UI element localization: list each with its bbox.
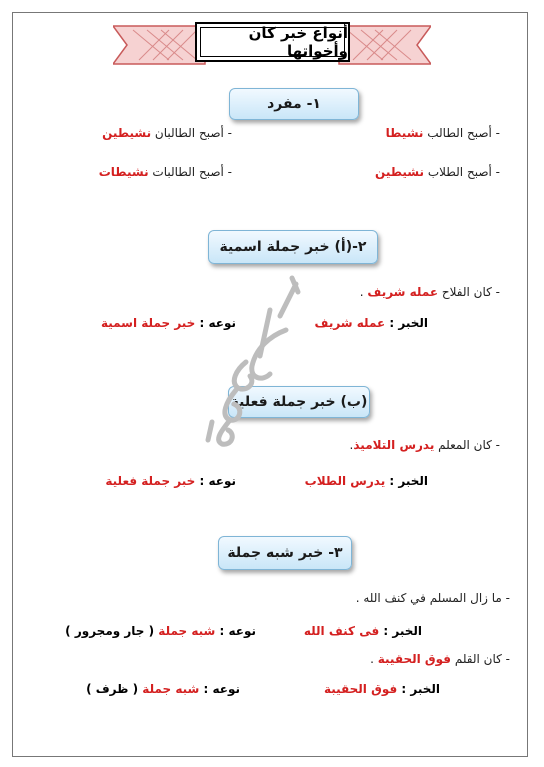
singular-example-4 [99, 165, 232, 179]
singular-example-1 [386, 126, 500, 140]
type-value: خبر جملة اسمية [100, 316, 196, 330]
sentence-text: - كان القلم [451, 652, 510, 666]
sentence-text: - كان المعلم [434, 438, 500, 452]
khabar-label: الخبر : [397, 682, 440, 696]
type-detail: ( جار ومجرور ) [65, 624, 159, 638]
semi-sentence-2 [370, 652, 510, 666]
type-label: نوعه : [195, 474, 236, 488]
title-box [195, 22, 350, 62]
khabar-label: الخبر : [379, 624, 422, 638]
khabar-value: فوق الحقيبة [323, 682, 398, 696]
sentence-text: - كان الفلاح [438, 285, 500, 299]
khabar-value: عمله شريف [314, 316, 386, 330]
nominal-sentence [360, 285, 500, 299]
example-text: - أصبح الطالبان [151, 126, 232, 140]
example-khabar: نشيطين [102, 126, 152, 140]
example-text: - أصبح الطالب [423, 126, 500, 140]
section-semi-label: ٣- خبر شبه جملة [227, 545, 343, 561]
verbal-type [105, 474, 236, 488]
verbal-sentence [350, 438, 500, 452]
type-value: شبه جملة [158, 624, 216, 638]
sentence-end: . [370, 652, 378, 666]
nominal-khabar [315, 316, 428, 330]
khabar-label: الخبر : [385, 316, 428, 330]
page-title: أنواع خبر كان وأخواتها [248, 24, 348, 60]
singular-example-2 [102, 126, 232, 140]
sentence-end: . [349, 438, 354, 452]
sentence-end: . [359, 285, 368, 299]
section-singular-header [229, 88, 359, 120]
khabar-value: فى كنف الله [303, 624, 380, 638]
type-detail: ( ظرف ) [86, 682, 143, 696]
type-value: خبر جملة فعلية [105, 474, 196, 488]
semi-type-2 [86, 682, 240, 696]
section-semi-header [218, 536, 352, 570]
section-nominal-header [208, 230, 378, 264]
semi-type-1 [65, 624, 256, 638]
example-khabar: نشيطا [385, 126, 424, 140]
section-verbal-label: (ب) خبر جملة فعلية [230, 394, 368, 410]
example-khabar: نشيطات [98, 165, 149, 179]
singular-example-3 [375, 165, 500, 179]
semi-khabar-2 [324, 682, 440, 696]
section-singular-label: ١- مفرد [267, 96, 321, 112]
type-label: نوعه : [195, 316, 236, 330]
khabar-label: الخبر : [385, 474, 428, 488]
example-text: - أصبح الطلاب [424, 165, 500, 179]
type-label: نوعه : [215, 624, 256, 638]
sentence-khabar: يدرس التلاميذ [353, 438, 435, 452]
semi-khabar-1 [304, 624, 422, 638]
handwritten-signature-watermark [200, 270, 310, 450]
type-label: نوعه : [199, 682, 240, 696]
semi-sentence-1 [356, 591, 510, 605]
sentence-text: - ما زال المسلم في كنف الله . [355, 591, 510, 605]
type-value: شبه جملة [142, 682, 200, 696]
example-text: - أصبح الطالبات [148, 165, 232, 179]
sentence-khabar: عمله شريف [367, 285, 439, 299]
khabar-value: يدرس الطلاب [304, 474, 386, 488]
example-khabar: نشيطين [375, 165, 425, 179]
verbal-khabar [305, 474, 428, 488]
section-nominal-label: ٢-(أ) خبر جملة اسمية [219, 239, 367, 255]
sentence-khabar: فوق الحقيبة [377, 652, 452, 666]
